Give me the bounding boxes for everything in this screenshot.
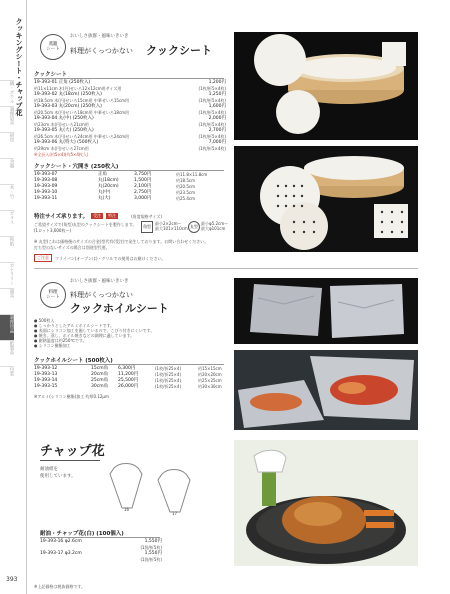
row-left — [34, 116, 94, 127]
cook-sheet-title-pre: 料理がくっつかない — [70, 47, 133, 55]
row-price: 2,000円 — [208, 116, 226, 121]
sidebar-tab[interactable]: 鍋・ボウル — [0, 80, 14, 106]
row-code: 19-393-11 — [34, 196, 58, 201]
cook-sheet-title: クックシート — [146, 44, 212, 57]
custom-header — [34, 212, 162, 220]
foil-sheet-badge: 料理 シート — [40, 282, 66, 308]
table-row — [34, 384, 226, 390]
row-title: 19-393-06 丸(特大) (500枚入) — [34, 140, 99, 145]
row-right — [140, 551, 162, 562]
row-right — [140, 539, 162, 550]
row-spec: 約20.5cm 木(円)せいろ18cm用 中華せいろ18cm用 — [34, 110, 130, 115]
row-lot: (1袋/折5枚) — [140, 557, 162, 562]
row-price: 2,700円 — [208, 128, 226, 133]
steamer-photo-svg — [234, 32, 418, 140]
row-name: 正角 — [98, 172, 107, 177]
sidebar-tab[interactable]: 調理道具 — [0, 106, 14, 132]
foil-sheet-tagline: おいしさ抜群・風味いきいき — [70, 279, 129, 284]
sidebar-tab[interactable]: 厨房 — [0, 132, 14, 158]
row-spec: 約29cm 木(円)せいろ27cm用 — [34, 146, 89, 151]
sidebar-tab[interactable]: 和紙 — [0, 236, 14, 262]
row-price: 3,000円 — [134, 196, 152, 201]
table-row — [40, 539, 162, 550]
table-row — [34, 92, 226, 103]
foil-point: ● 焼き、蒸し、ホイル焼きなどの調理に適しています。 — [34, 333, 135, 338]
row-size: 25cm角 — [91, 378, 109, 383]
divider — [34, 170, 224, 171]
row-left — [34, 140, 98, 151]
row-code: 19-393-09 — [34, 184, 58, 189]
row-title: 19-393-03 丸(20cm) (250枚入) — [34, 104, 102, 109]
chap-desc: 耐油紙を 使用しています。 — [40, 467, 76, 479]
round-range: 最小φ5.2cm〜 最大φ101cm — [201, 221, 229, 231]
row-price: 25,500円 — [118, 378, 139, 383]
row-name: 丸(大) — [98, 196, 111, 201]
square-range: 最小2×2cm〜 最大101×110cm — [155, 221, 188, 231]
perforated-label: クックシート・穴開き (250枚入) — [34, 164, 119, 170]
foil-points — [34, 318, 154, 348]
foil-photo — [234, 278, 418, 344]
table-row — [34, 140, 226, 151]
row-price: 11,200円 — [118, 372, 139, 377]
divider — [40, 460, 100, 461]
chap-photo — [234, 440, 418, 566]
row-code: 19-393-12 — [34, 366, 58, 371]
chap-section-label: 耐油・チャップ花(白) (100個入) — [40, 531, 124, 537]
row-name: 丸(中) — [98, 190, 111, 195]
row-code: 19-393-15 — [34, 384, 58, 389]
label-17: 17 — [172, 511, 178, 516]
foil-sheet-title-pre: 料理がくっつかない — [70, 291, 133, 299]
sidebar-tab[interactable]: ガラス — [0, 210, 14, 236]
row-right — [199, 128, 226, 139]
row-code: 19-393-13 — [34, 372, 58, 377]
perforated-photo-svg — [234, 146, 418, 252]
foil-point: ● 表面にシリコン加工を施しているので、こびり付きにくいです。 — [34, 328, 155, 333]
row-price: 1,550円 — [144, 539, 162, 544]
sidebar-tab[interactable]: 包装 — [0, 366, 14, 392]
row-lot: (1枚/折5×4枚) — [198, 86, 226, 91]
row-price: 2,750円 — [134, 190, 152, 195]
divider — [34, 364, 224, 365]
row-left — [34, 128, 129, 139]
row-code: 19-393-07 — [34, 172, 58, 177]
row-code: 19-393-10 — [34, 190, 58, 195]
cook-sheet-table — [34, 80, 226, 152]
row-title: 19-393-17 φ3.2cm — [40, 551, 82, 556]
foil-section-label: クックホイルシート (500枚入) — [34, 358, 113, 364]
row-title: 19-393-05 丸(大) (250枚入) — [34, 128, 94, 133]
sidebar-title: クッキングシート・チャップ花 — [15, 18, 23, 116]
cook-sheet-note: ※全長入(約5×4)(約5×4枚入) — [34, 152, 89, 157]
custom-note-2: 打ち型のないサイズの場合は別途型代要。 — [34, 245, 110, 250]
chap-title: チャップ花 — [40, 444, 105, 459]
cook-sheet-tagline: おいしさ抜群・風味いきいき — [70, 34, 129, 39]
chap-table — [40, 539, 162, 563]
foil-point: ● 耐熱温度は約250℃です。 — [34, 338, 87, 343]
row-spec: 約18.5cm 木(円)せいろ15cm用 中華せいろ15cm用 — [34, 98, 130, 103]
foil-food-svg — [234, 350, 418, 430]
row-right — [199, 92, 226, 103]
foil-sheet-title: クックホイルシート — [70, 302, 169, 315]
perforated-table — [34, 172, 226, 202]
foil-photo-svg — [234, 278, 418, 344]
row-spec: 約23cm 木(円)せいろ21cm用 — [34, 122, 89, 127]
row-spec: 約23.5cm — [176, 190, 196, 195]
row-price: 6,300円 — [118, 366, 136, 371]
row-lot: (1枚/折25×4) — [155, 378, 181, 383]
row-size: 15cm角 — [91, 366, 109, 371]
row-title: 19-393-01 正角 (250枚入) — [34, 80, 91, 85]
row-title: 19-393-02 丸(18cm) (250枚入) — [34, 92, 102, 97]
row-name: 丸(20cm) — [98, 184, 119, 189]
foil-food-photo — [234, 350, 418, 430]
row-lot: (1枚/折5×4枚) — [198, 110, 226, 115]
row-lot: (1枚/折5×4枚) — [198, 146, 226, 151]
sidebar-tabs — [0, 80, 26, 392]
table-row — [34, 80, 226, 91]
table-row — [34, 128, 226, 139]
row-lot: (1枚/折25×4) — [155, 366, 181, 371]
row-price: 1,600円 — [208, 104, 226, 109]
row-price: 7,000円 — [208, 140, 226, 145]
shape-round-icon — [188, 221, 200, 233]
row-lot: (1枚/折5×4枚) — [198, 134, 226, 139]
custom-label: 特注サイズ承ります。 — [34, 214, 89, 220]
custom-text-1: ご希望サイズで(角型)丸型のクックシートを製作します。 — [34, 222, 137, 227]
table-row — [34, 104, 226, 115]
row-price: 1,550円 — [144, 551, 162, 556]
row-title: 19-393-04 丸(中) (250枚入) — [34, 116, 94, 121]
sidebar-tab[interactable]: カトラリー — [0, 262, 14, 288]
row-right — [199, 104, 226, 115]
row-spec: 約11×11cm 木(円)せいろ12×12cm用サイズ用 — [34, 86, 122, 91]
row-spec: 約30×30cm — [198, 384, 222, 389]
row-lot: (1袋/折5枚) — [140, 545, 162, 550]
row-left — [34, 80, 121, 91]
table-row — [34, 116, 226, 127]
custom-min: (角度規格サイズ) — [131, 213, 162, 219]
row-spec: 約11.8×11.8cm — [176, 172, 208, 177]
warning-tag: ご注意 — [34, 254, 52, 262]
row-right — [199, 80, 226, 91]
footer-note: ※上記価格は税抜価格です。 — [34, 584, 86, 589]
foil-point: ● しっかりとしたアルミホイルシートです。 — [34, 323, 115, 328]
row-code: 19-393-14 — [34, 378, 58, 383]
row-code: 19-393-08 — [34, 178, 58, 183]
cook-sheet-photo — [234, 32, 418, 140]
row-right — [199, 140, 226, 151]
section-divider — [34, 268, 418, 269]
row-left — [34, 92, 129, 103]
chap-flower-svg — [104, 460, 204, 520]
foil-point: ● シリコン樹脂加工 — [34, 343, 71, 348]
row-left — [34, 104, 129, 115]
row-price: 26,000円 — [118, 384, 139, 389]
row-lot: (1枚/折25×4) — [155, 384, 181, 389]
row-name: 丸(18cm) — [98, 178, 119, 183]
row-right — [199, 116, 226, 127]
divider — [40, 537, 160, 538]
sidebar-tab[interactable]: 器具 — [0, 288, 14, 314]
foil-table — [34, 366, 226, 390]
row-spec: 約18.5cm — [176, 178, 196, 183]
sidebar-tab[interactable]: 紙製品 — [0, 340, 14, 366]
row-size: 30cm角 — [91, 384, 109, 389]
shape-round-label: 丸型 — [190, 224, 198, 229]
row-price: 3,750円 — [134, 172, 152, 177]
row-price: 1,200円 — [208, 80, 226, 85]
table-row — [40, 551, 162, 562]
row-spec: 約25.4cm — [176, 196, 196, 201]
row-spec: 約25×25cm — [198, 378, 222, 383]
row-spec: 約20×20cm — [198, 372, 222, 377]
cook-sheet-section-label: クックシート — [34, 72, 68, 78]
divider — [34, 78, 224, 79]
row-title: 19-393-16 φ2.6cm — [40, 539, 82, 544]
row-lot: (1枚/折5×4枚) — [198, 122, 226, 127]
row-price: 1,250円 — [208, 92, 226, 97]
warning — [34, 254, 166, 262]
foil-note: ※アルミ(シリコン樹脂)加工 約厚0.12μm — [34, 394, 109, 399]
custom-tag-1: 受注 — [93, 213, 102, 218]
shape-square-label: 角型 — [143, 224, 151, 229]
custom-text-2: (1ロット3,000枚〜) — [34, 228, 72, 233]
custom-tag-2: 特注 — [108, 213, 117, 218]
chap-photo-svg — [234, 440, 418, 566]
row-lot: (1枚/折5×4枚) — [198, 98, 226, 103]
row-price: 1,500円 — [134, 178, 152, 183]
custom-note: ※ 丸型(これは価格後のサイズの合金)型代有(受注)で発生しております。お問い合わせください。 — [34, 239, 209, 244]
foil-point: ● 500枚入 — [34, 318, 55, 323]
row-spec: 約26.5cm 木(円)せいろ24cm用 中華せいろ24cm用 — [34, 134, 130, 139]
label-16: 16 — [124, 507, 130, 512]
sidebar-tab[interactable]: 調理用品 — [0, 314, 14, 340]
row-spec: 約20.5cm — [176, 184, 196, 189]
row-size: 20cm角 — [91, 372, 109, 377]
table-row — [34, 196, 226, 202]
row-spec: 約15×15cm — [198, 366, 222, 371]
row-lot: (1枚/折25×4) — [155, 372, 181, 377]
row-price: 2,100円 — [134, 184, 152, 189]
page-number: 393 — [6, 576, 18, 583]
perforated-photo — [234, 146, 418, 252]
sidebar-tab[interactable]: 木・竹 — [0, 184, 14, 210]
sidebar-tab[interactable]: 食器 — [0, 158, 14, 184]
cook-sheet-badge: 蒸籠 シート — [40, 34, 66, 60]
warning-text: フライパン(オーブンは)・グリルでの使用はお避けください。 — [55, 255, 166, 261]
shape-square-icon — [141, 221, 153, 233]
chap-flower-illustration — [104, 460, 204, 520]
